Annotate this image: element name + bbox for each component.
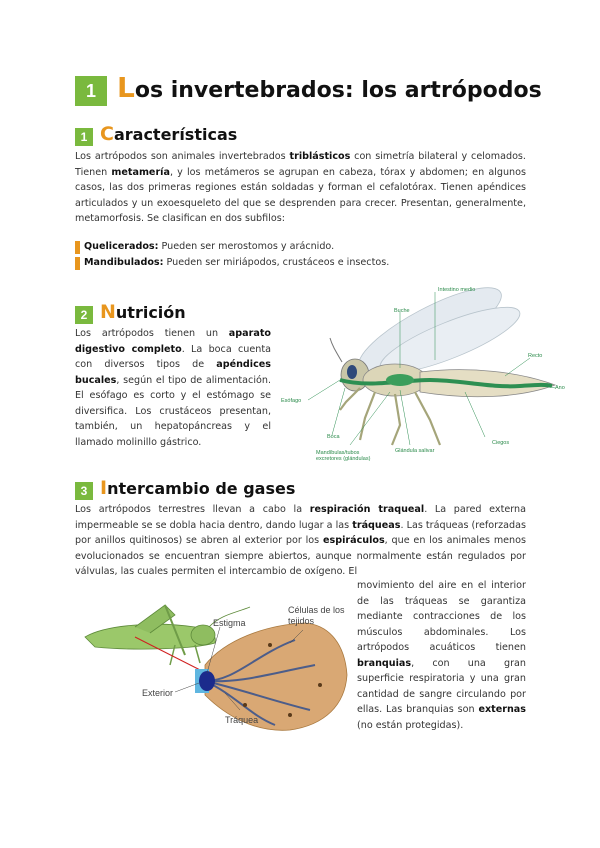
- bullet-term: Mandibulados:: [84, 257, 164, 268]
- text: (no están protegidas).: [357, 719, 464, 731]
- text: Los artrópodos terrestres llevan a cabo la: [75, 504, 310, 515]
- section2-heading: [100, 301, 186, 323]
- label-ano: Ano: [555, 385, 565, 391]
- bullet-text: Pueden ser miriápodos, crustáceos e insectos.: [163, 257, 390, 268]
- label-glandula: Glándula salivar: [395, 448, 435, 454]
- section1-first-letter: C: [100, 123, 114, 145]
- title-first-letter: L: [117, 71, 135, 104]
- term-metameria: metamería: [111, 166, 170, 178]
- label-boca: Boca: [327, 434, 340, 440]
- text: . La pared externa impermeable se se dobla hacia dentro, dando lugar a las: [75, 504, 526, 531]
- text: con simetría bilateral y celomados. Tienen: [75, 151, 526, 178]
- term-branquias: branquias: [357, 657, 412, 669]
- bullet-item: [84, 255, 389, 271]
- label-traquea: Tráquea: [225, 715, 259, 725]
- section1-paragraph: [75, 149, 526, 227]
- label-celulas: Células de los tejidos: [288, 605, 345, 626]
- section3-heading: [100, 477, 295, 499]
- section1-rest: aracterísticas: [113, 125, 238, 144]
- text: , y los metámeros se agrupan en cabeza, tórax y abdomen; en algunos casos, las dos primeras regiones están soldadas y forman el cefalotórax. Tienen apéndices articulados y un exoesqueleto del que se desprenden para crecer. Presentan, generalmente, metamorfosis. Se clasifican en dos subfilos:: [75, 166, 526, 224]
- section2-paragraph: [75, 326, 271, 450]
- label-estigma: Estigma: [213, 618, 246, 628]
- label-ciegos: Ciegos: [492, 440, 510, 446]
- term-aparato-digestivo: aparato digestivo completo: [75, 328, 271, 355]
- label-exterior: Exterior: [142, 688, 174, 698]
- term-externas: externas: [478, 704, 526, 715]
- term-espiraculos: espiráculos: [322, 535, 385, 546]
- term-respiracion-traqueal: respiración traqueal: [309, 504, 425, 515]
- text: Los artrópodos son animales invertebrados: [75, 151, 290, 162]
- insect-digestive-figure: [280, 280, 570, 470]
- term-triblasticos: triblásticos: [289, 151, 351, 162]
- text: . Las tráqueas (reforzadas por anillos quitinosos) se abren al exterior por los: [75, 519, 526, 546]
- bullet-text: Pueden ser merostomos y arácnido.: [158, 241, 335, 252]
- section3-paragraph: [75, 502, 526, 580]
- tissue-illustration: [195, 623, 347, 730]
- text: movimiento del aire en el interior de las tráqueas se garantiza mediante contracciones de los músculos abdominales. Los artrópodos acuáticos tienen: [357, 580, 526, 653]
- section3-paragraph-continued: [357, 578, 526, 733]
- text: , según el tipo de alimentación. El esófago es corto y el estómago se diversifica. Los crustáceos presentan, también, un hepatopáncreas y el llamado molinillo gástrico.: [75, 374, 271, 448]
- section2-rest: utrición: [115, 303, 186, 322]
- title-number-badge: 1: [75, 76, 107, 106]
- label-malpighi: Mandíbulas/tubos excretores (glándulas): [316, 450, 371, 462]
- label-esofago: Esófago: [281, 398, 302, 404]
- section1-heading: [100, 123, 237, 145]
- bullet-marker: [75, 257, 80, 270]
- section3-rest: ntercambio de gases: [107, 479, 296, 498]
- text: . La boca cuenta con diversos tipos de: [75, 343, 271, 370]
- section2-first-letter: N: [100, 301, 116, 323]
- section1-number-badge: 1: [75, 128, 93, 146]
- section3-number-badge: 3: [75, 482, 93, 500]
- page-title: [117, 71, 542, 104]
- label-recto: Recto: [528, 353, 543, 359]
- term-apendices-bucales: apéndices bucales: [75, 359, 271, 386]
- text: , con una gran superficie respiratoria y una gran cantidad de sangre circulando por ellas. Las branquias son: [357, 657, 526, 715]
- label-intestino: Intestino medio: [438, 287, 476, 293]
- bullet-item: [84, 239, 334, 255]
- bullet-marker: [75, 241, 80, 254]
- bullet-term: Quelicerados:: [84, 241, 159, 252]
- title-rest: os invertebrados: los artrópodos: [134, 78, 542, 103]
- text: , que en los animales menos evolucionados se encuentran siempre abiertos, aunque normalmente están regulados por válvulas, las cuales permiten el intercambio de oxígeno. El: [75, 535, 527, 577]
- label-buche: Buche: [394, 308, 410, 314]
- section2-number-badge: 2: [75, 306, 93, 324]
- section3-first-letter: I: [100, 477, 108, 499]
- term-traqueas: tráqueas: [352, 519, 401, 531]
- text: Los artrópodos tienen un: [75, 328, 229, 339]
